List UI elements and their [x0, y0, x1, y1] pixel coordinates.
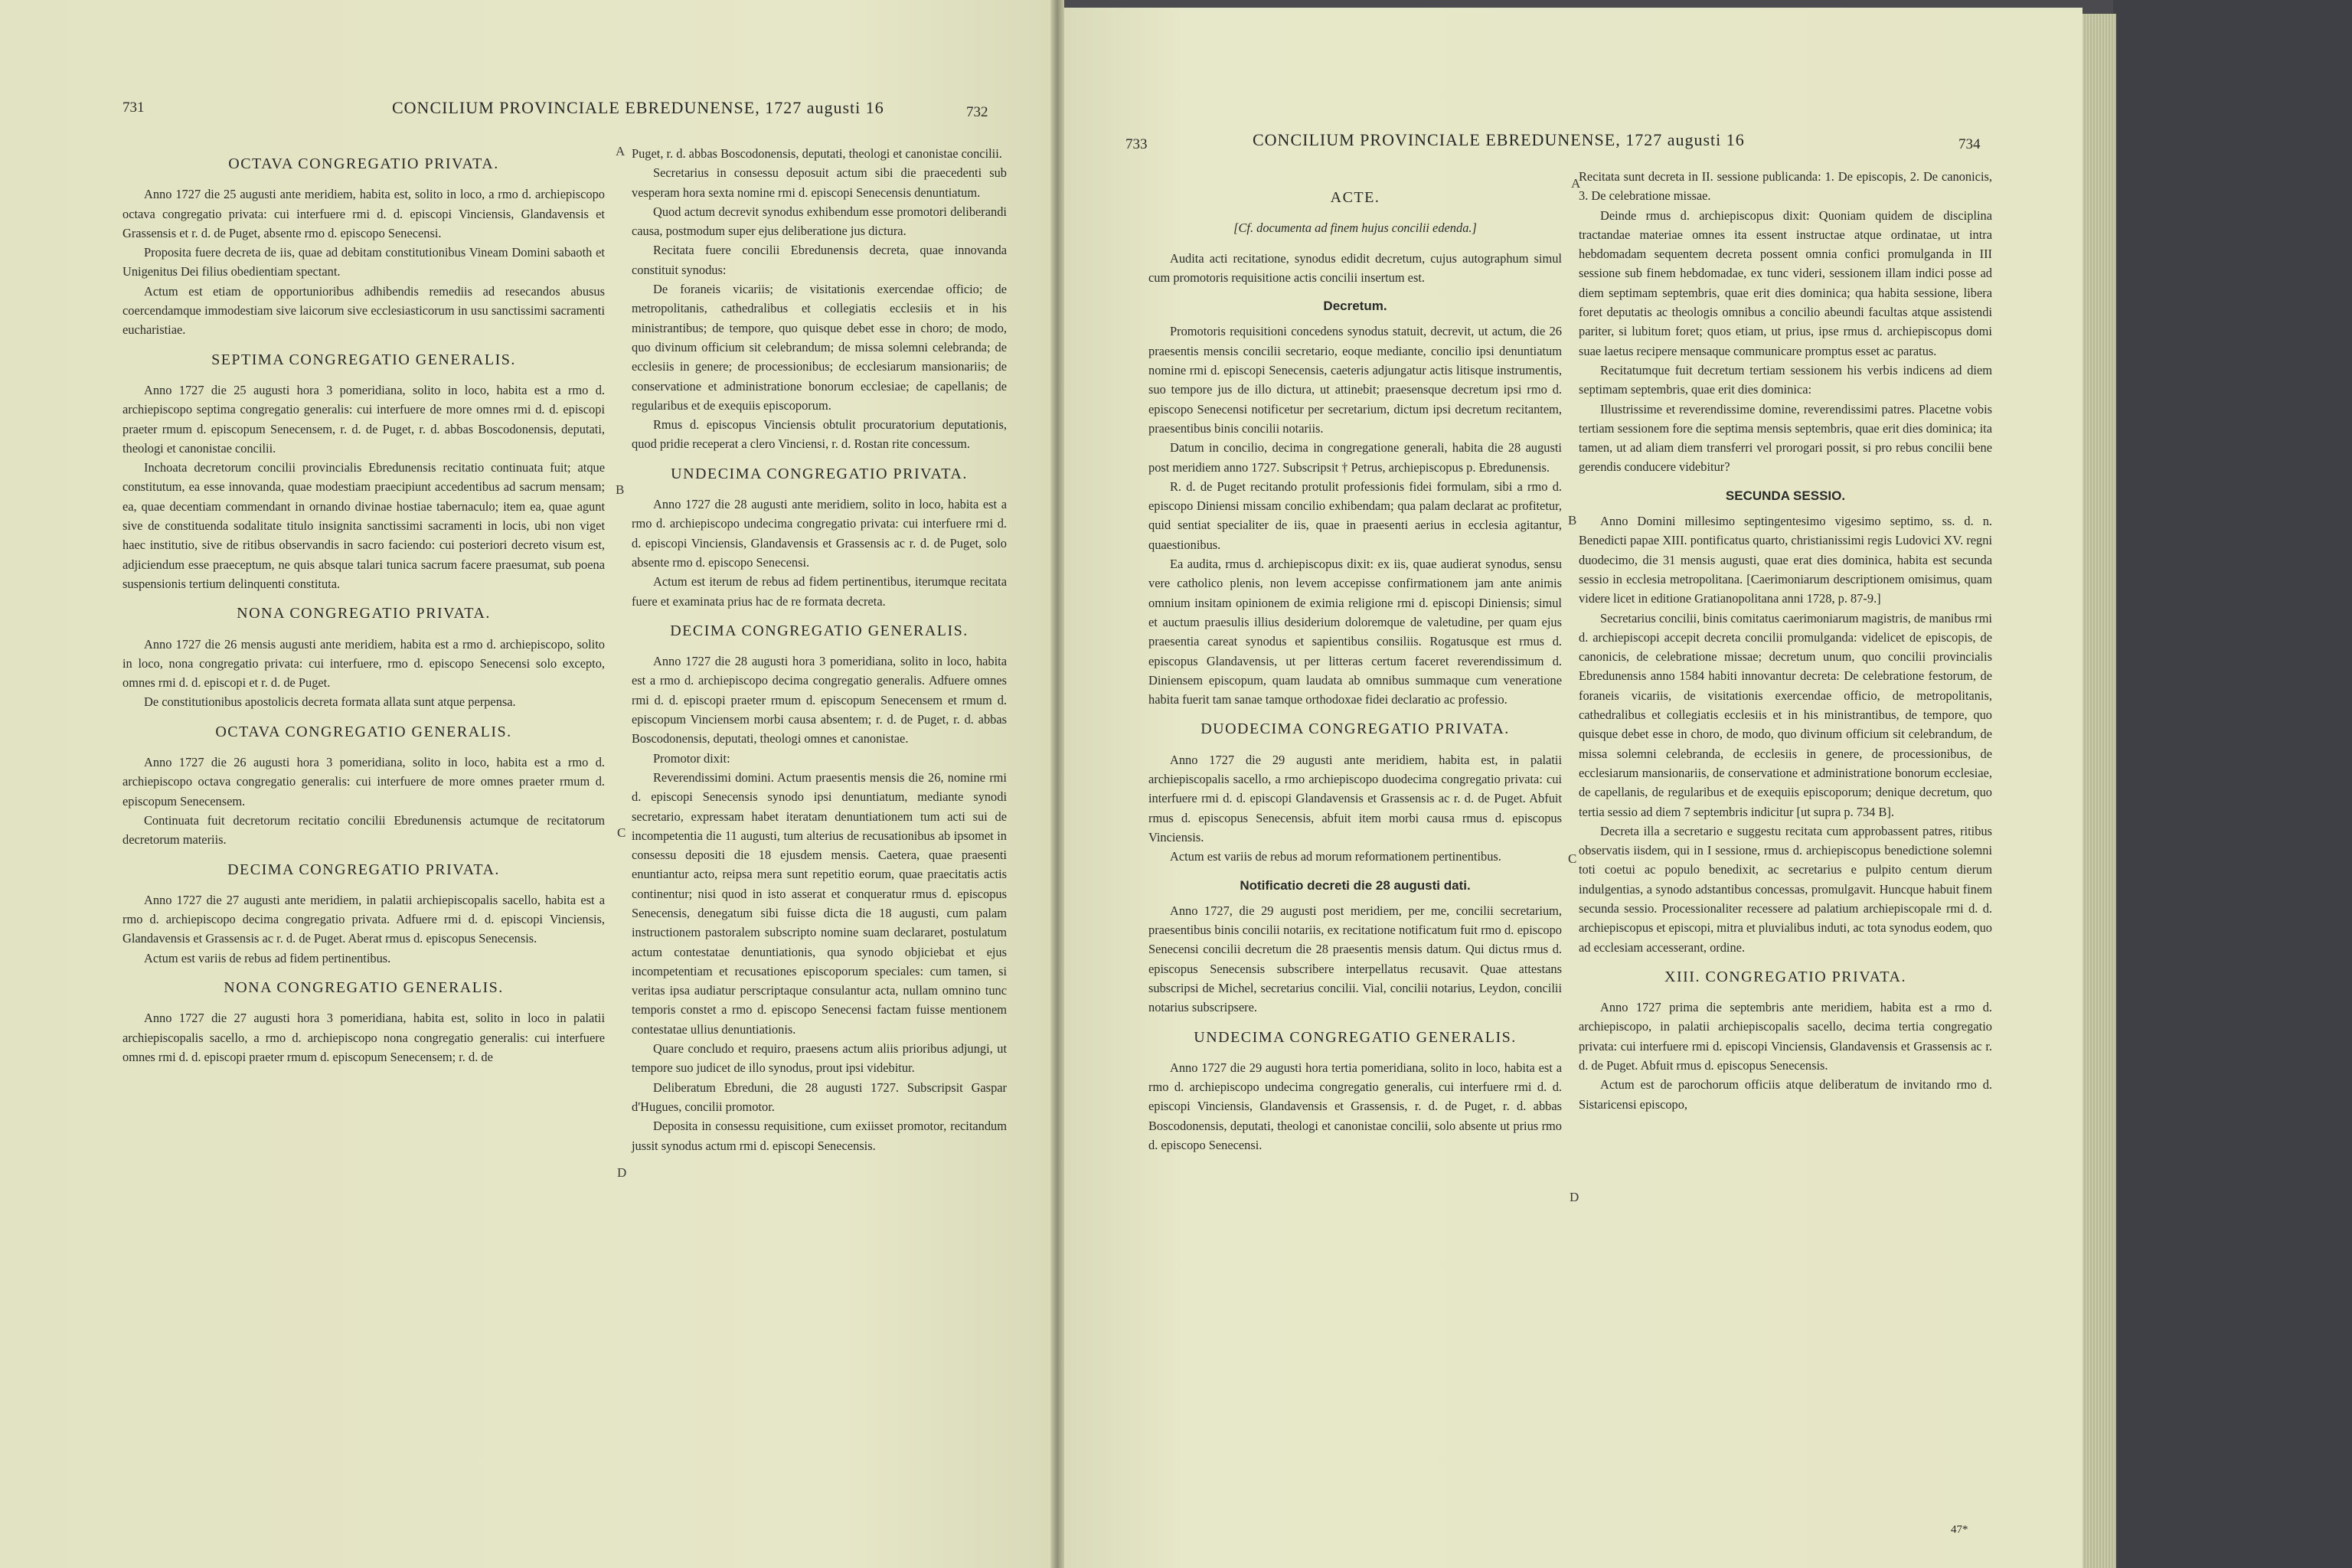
paragraph: Anno 1727 die 27 augusti ante meridiem, in palatii archiepiscopalis sacello, habita est a rmo d. archiepiscopo decima congregatio privata. Adfuere rmi d. d. episcopi Vinciensis, Glandavensis et Grassensis ac r. d. de Puget. Aberat rmus d. episcopus Senecensis.	[122, 892, 605, 946]
right-page-column-2	[1579, 167, 1992, 1114]
section-heading: NONA CONGREGATIO PRIVATA.	[237, 605, 491, 622]
paragraph: Actum est de parochorum officiis atque deliberatum de invitando rmo d. Sistaricensi episcopo,	[1579, 1077, 1992, 1112]
section-heading: OCTAVA CONGREGATIO GENERALIS.	[215, 723, 512, 740]
paragraph: Anno 1727 die 29 augusti hora tertia pomeridiana, solito in loco, habita est a rmo d. archiepiscopo undecima congregatio generalis, cui interfuere rmi d. d. episcopi Vinciensis, Glandavensis et Grassensis, r. d. de Puget, r. d. abbas Boscodonensis, deputati, theologi et canonistae concilii, solo absente ut prius rmo d. episcopo Senecensi.	[1148, 1060, 1562, 1153]
margin-letter-c-left: C	[617, 825, 626, 840]
paragraph: Actum est iterum de rebus ad fidem pertinentibus, iterumque recitata fuere et examinata prius hac de re formata decreta.	[632, 574, 1007, 609]
section-heading: XIII. CONGREGATIO PRIVATA.	[1664, 968, 1906, 985]
left-page	[0, 0, 1050, 1568]
subsection-heading: Notificatio decreti die 28 augusti dati.	[1240, 877, 1471, 893]
paragraph: Actum est etiam de opportunioribus adhibendis remediis ad resecandos abusus coercendamque immodestiam sive laicorum sive ecclesiasticorum in usu sanctissimi sacramenti eucharistiae.	[122, 283, 605, 338]
paragraph: Inchoata decretorum concilii provincialis Ebredunensis recitatio continuata fuit; atque constitutum, ea esse innovanda, quae modestiam praecipiunt accedentibus ad sacrum mensam; ea, quae decentiam commendant in ornando divinae hostiae tabernaculo; item ea, quae agunt sive de constituenda sodalitate titulo insignita sanctissimi sacramenti in locis, ubi non viget haec institutio, sive de ritibus observandis in sacro faciendo: cui posteriori decreto visum est, adjiciendum esse praeceptum, ne quis absque talari tunica sacrum facere praesumat, sub poena suspensionis tertium delinquenti constituta.	[122, 460, 605, 591]
continued-paragraph: Recitata sunt decreta in II. sessione publicanda: 1. De episcopis, 2. De canonicis, 3. De celebratione missae.	[1579, 169, 1992, 204]
paragraph: Actum est variis de rebus ad morum reformationem pertinentibus.	[1170, 849, 1501, 864]
paragraph: Deinde rmus d. archiepiscopus dixit: Quoniam quidem de disciplina tractandae materiae omnes ita essent instructae atque ordinatae, ut intra hebdomadam sequentem decreta possent omnia confici promulganda in III sessione sub finem hebdomadae, ex tunc videri, sessionem illam indici posse ad diem septimam septembris, quae erit dies dominica; qua habita sessione, libera foret deputatis ac theologis omnibus a concilio abeundi facultas atque assistendi pariter, si lubitum foret; quos etiam, ut prius, ipse rmus d. archiepiscopus domi suae laetus recipere mensaque communicare promptus esset ac paratus.	[1579, 207, 1992, 358]
paragraph: Anno 1727 die 26 augusti hora 3 pomeridiana, solito in loco, habita est a rmo d. archiepiscopo octava congregatio generalis: cui interfuere de more omnes praeter rmum d. episcopum Senecensem.	[122, 755, 605, 808]
page-number-733: 733	[1125, 136, 1148, 152]
paragraph: Anno 1727, die 29 augusti post meridiem, per me, concilii secretarium, praesentibus binis concilii notariis, ex recitatione notificatum fuit rmo d. episcopo Senecensi concilii decretum die 28 praesentis mensis datum. Qui dictus rmus d. episcopus Senecensis subscribere interpellatus recusavit. Quae attestans subscripsi de Michel, secretarius concilii. Vial, concilii notarius, Leydon, concilii notarius subscripsere.	[1148, 903, 1562, 1015]
paragraph: Quare concludo et requiro, praesens actum aliis prioribus adjungi, ut tempore suo judicet de illo synodus, prout ipsi videbitur.	[632, 1041, 1007, 1076]
margin-letter-a-right: A	[1571, 176, 1581, 191]
section-heading: DUODECIMA CONGREGATIO PRIVATA.	[1200, 720, 1510, 738]
paragraph: Anno 1727 die 27 augusti hora 3 pomeridiana, habita est, solito in loco in palatii archiepiscopalis sacello, a rmo d. archiepiscopo nona congregatio generalis: cui interfuere omnes rmi d. d. episcopi praeter rmum d. episcopum Senecensem; r. d. de	[122, 1011, 605, 1064]
subsection-heading: SECUNDA SESSIO.	[1725, 488, 1846, 503]
running-head-right: CONCILIUM PROVINCIALE EBREDUNENSE, 1727 augusti 16	[1253, 130, 1745, 149]
paragraph: R. d. de Puget recitando protulit professionis fidei formulam, sibi a rmo d. episcopo Diniensi missam concilio exhibendam; qua palam declarat ac profitetur, quid sentiat specialiter de iis, quae in praesenti aerius in ecclesia agitantur, quaestionibus.	[1148, 479, 1562, 552]
book-spine	[1050, 0, 1064, 1568]
paragraph: Anno Domini millesimo septingentesimo vigesimo septimo, ss. d. n. Benedicti papae XIII. pontificatus quarto, christianissimi regis Ludovici XV. regni duodecimo, die 31 mensis augusti, quae erat dies dominica, habita est secunda sessio in ecclesia metropolitana. [Caerimoniarum descriptionem omisimus, quam videre licet in editione Gratianopolitana anni 1728, p. 87-9.]	[1579, 514, 1992, 606]
paragraph: Decreta illa a secretario e suggestu recitata cum approbassent patres, ritibus observatis iisdem, qui in I sessione, rmus d. archiepiscopus benedictione solemni toti coetui ac populo benedixit, ac secretarius e pulpito centum dierum indulgentias, a synodo adstantibus concessas, promulgavit. Huncque habuit finem secunda sessio. Processionaliter recessere ad palatium archiepiscopale rmi d. d. archiepiscopus et episcopi, mitra et pluvialibus induti, ac tota synodus eodem, quo ad ecclesiam accesserant, ordine.	[1579, 823, 1992, 955]
margin-letter-d-right: D	[1570, 1190, 1579, 1204]
paragraph: Anno 1727 die 28 augusti ante meridiem, solito in loco, habita est a rmo d. archiepiscopo undecima congregatio privata: cui interfuere rmi d. d. episcopi Vinciensis, Glandavensis et Grassensis ac r. d. de Puget, solo absente rmo d. episcopo Senecensi.	[632, 497, 1007, 570]
section-heading: OCTAVA CONGREGATIO PRIVATA.	[228, 155, 499, 172]
paragraph: Anno 1727 die 25 augusti ante meridiem, habita est, solito in loco, a rmo d. archiepiscopo octava congregatio privata: cui interfuere rmi d. d. episcopi Vinciensis, Glandavensis et Grassensis et r. d. de Puget, absente rmo d. episcopo Senecensi.	[122, 187, 605, 240]
paragraph: Reverendissimi domini. Actum praesentis mensis die 26, nomine rmi d. episcopi Senecensis synodo ipsi denuntiatum, mediante synodi secretario, expressam habet iteratam denuntiationem tum acti sui de incompetentia die 11 augusti, tum alterius de recusationibus ab ipsomet in consessu depositi die 18 ejusdem mensis. Caetera, quae praesenti enuntiantur acto, reipsa mera sunt repetitio eorum, quae praecitatis actis continentur; nisi quod in isto asserat et conqueratur rmus d. episcopus Senecensis, denegatum sibi fuisse dicta die 18 augusti, cum palam instructionem pastoralem subscripto nomine suam declararet, postulatum actum contestatae denuntiationis, qua synodo objiciebat et ejus incompetentiam et recusationes episcoporum speciales: cum tamen, si veritas ipsa audiatur perscriptaque consulantur acta, nullam omnino tunc temporis constet a rmo d. episcopo Senecensi factam fuisse mentionem contestatae ullius denuntiationis.	[632, 769, 1007, 1037]
source-note: [Cf. documenta ad finem hujus concilii edenda.]	[1233, 220, 1477, 236]
paragraph: Promotor dixit:	[653, 750, 730, 766]
paragraph: Audita acti recitatione, synodus edidit decretum, cujus autographum simul cum promotoris requisitione actis concilii insertum est.	[1148, 250, 1562, 285]
paragraph: Recitatumque fuit decretum tertiam sessionem his verbis indicens ad diem septimam septembris, quae erit dies dominica:	[1579, 362, 1992, 397]
paragraph: Illustrissime et reverendissime domine, reverendissimi patres. Placetne vobis tertiam sessionem fore die septima mensis septembris, quae erit dies dominica; ita tamen, ut ad aliam diem transferri vel prorogari possit, si pro rebus concilii bene gerendis conducere videbitur?	[1579, 401, 1992, 475]
page-edges	[2082, 14, 2116, 1568]
paragraph: Datum in concilio, decima in congregatione generali, habita die 28 augusti post meridiem anno 1727. Subscripsit † Petrus, archiepiscopus p. Ebredunensis.	[1148, 440, 1562, 475]
page-number-731: 731	[122, 100, 145, 116]
continued-paragraph: Puget, r. d. abbas Boscodonensis, deputati, theologi et canonistae concilii.	[632, 146, 1002, 161]
paragraph: Actum est variis de rebus ad fidem pertinentibus.	[144, 950, 391, 965]
page-number-732: 732	[966, 104, 988, 120]
paragraph: Anno 1727 die 29 augusti ante meridiem, habita est, in palatii archiepiscopalis sacello, a rmo archiepiscopo duodecima congregatio privata: cui interfuere rmi d. d. episcopi Glandavensis et Grassensis ac r. d. de Puget. Abfuit rmus d. episcopus Senecensis, abfuit item morbi causa rmus d. episcopus Vinciensis.	[1148, 752, 1562, 844]
page-number-734: 734	[1958, 136, 1981, 152]
backdrop	[2113, 0, 2352, 1568]
paragraph: Deliberatum Ebreduni, die 28 augusti 1727. Subscripsit Gaspar d'Hugues, concilii promotor.	[632, 1080, 1007, 1114]
paragraph: Anno 1727 die 28 augusti hora 3 pomeridiana, solito in loco, habita est a rmo d. archiepiscopo decima congregatio generalis. Adfuere omnes rmi d. d. episcopi praeter rmum d. episcopum Senecensem et rmum d. episcopum Vinciensem morbi causa absentem; r. d. de Puget, r. d. abbas Boscodonensis, deputati, theologi omnes et canonistae.	[632, 654, 1007, 746]
margin-letter-d-left: D	[617, 1165, 627, 1180]
margin-letter-c-right: C	[1568, 851, 1577, 866]
right-page-column-1	[1148, 178, 1562, 1155]
paragraph: Recitata fuere concilii Ebredunensis decreta, quae innovanda constituit synodus:	[632, 243, 1007, 277]
paragraph: Secretarius in consessu deposuit actum sibi die praecedenti sub vesperam hora sexta nomine rmi d. episcopi Senecensis denuntiatum.	[632, 165, 1007, 200]
section-heading: ACTE.	[1330, 189, 1380, 206]
paragraph: Promotoris requisitioni concedens synodus statuit, decrevit, ut actum, die 26 praesentis mensis concilii secretario, eoque mediante, concilio ipsi denuntiatum nomine rmi d. episcopi Senecensis, caeteris adjungatur actis litisque instrumentis, suo tempore jus de illo dictura, ut attinebit; praesensque decretum ipsi rmo d. episcopo Senecensi notificetur per secretarium, dictum ipsi decretum recitantem, praesentibus binis concilii notariis.	[1148, 324, 1562, 436]
section-heading: DECIMA CONGREGATIO GENERALIS.	[670, 622, 969, 639]
signature-mark: 47*	[1951, 1524, 1968, 1536]
paragraph: Quod actum decrevit synodus exhibendum esse promotori deliberandi causa, postmodum super ejus deliberatione jus dictura.	[632, 204, 1007, 239]
subsection-heading: Decretum.	[1323, 299, 1387, 314]
margin-letter-b-left: B	[616, 482, 625, 497]
paragraph: Anno 1727 prima die septembris ante meridiem, habita est a rmo d. archiepiscopo, in palatii archiepiscopalis sacello, decima tertia congregatio privata: cui interfuere rmi d. episcopi Vinciensis, Glandavensis et Grassensis ac r. d. de Puget. Abfuit rmus d. episcopus Senecensis.	[1579, 1000, 1992, 1073]
section-heading: UNDECIMA CONGREGATIO PRIVATA.	[671, 465, 968, 482]
paragraph: Rmus d. episcopus Vinciensis obtulit procuratorium deputationis, quod pridie receperat a clero Vinciensi, r. d. Rostan rite concessum.	[632, 417, 1007, 452]
paragraph: Deposita in consessu requisitione, cum exiisset promotor, recitandum jussit synodus actum rmi d. episcopi Senecensis.	[632, 1119, 1007, 1153]
paragraph: Anno 1727 die 25 augusti hora 3 pomeridiana, solito in loco, habita est a rmo d. archiepiscopo septima congregatio generalis: cui interfuere de more omnes rmi d. d. episcopi praeter rmum d. episcopum Senecensem, r. d. de Puget, r. d. abbas Boscodonensis, deputati, theologi et canonistae concilii.	[122, 382, 605, 456]
section-heading: SEPTIMA CONGREGATIO GENERALIS.	[211, 351, 516, 368]
left-page-column-2	[632, 144, 1007, 1155]
section-heading: NONA CONGREGATIO GENERALIS.	[224, 978, 504, 996]
paragraph: De foraneis vicariis; de visitationis exercendae officio; de metropolitanis, cathedralibus et collegiatis ecclesiis et in his ministrantibus; de tempore, quo quisque debet esse in choro; de modo, quo divinum officium sit celebrandum; de missa solemni celebranda; de ecclesiis in genere; de processionibus; de ecclesiarum mansionariis; de conservatione et administratione bonorum ecclesiae; de capellanis; de regularibus et de exequiis episcoporum.	[632, 282, 1007, 413]
left-page-column-1	[122, 144, 605, 1067]
running-head-left: CONCILIUM PROVINCIALE EBREDUNENSE, 1727 augusti 16	[392, 98, 884, 117]
margin-letter-b-right: B	[1568, 513, 1577, 528]
paragraph: Proposita fuere decreta de iis, quae ad debitam constitutionibus Vineam Domini sabaoth et Unigenitus Dei filius obedientiam spectant.	[122, 245, 605, 279]
section-heading: DECIMA CONGREGATIO PRIVATA.	[227, 861, 500, 878]
paragraph: Anno 1727 die 26 mensis augusti ante meridiem, habita est a rmo d. archiepiscopo, solito in loco, nona congregatio privata: cui interfuere, rmo d. episcopo Senecensi solo excepto, omnes rmi d. d. episcopi et r. d. de Puget.	[122, 636, 605, 691]
paragraph: Ea audita, rmus d. archiepiscopus dixit: ex iis, quae audierat synodus, sensu vere catholico plenis, non levem accepisse confirmationem jam ante animis omnium insitam opinionem de eximia religione rmi d. episcopi Diniensis; simul et auctum praesulis illius desiderium doloremque de valetudine, per quam ejus praesentia careat synodus et sapientibus consiliis. Rogatusque est rmus d. episcopus Glandavensis, ut per litteras certum faceret reverendissimum d. Diniensem episcopum, quam laudata ab omnibus summaque cum veneratione habita fuerit tam sanae tamque orthodoxae fidei declaratio ac professio.	[1148, 557, 1562, 707]
margin-letter-a-left: A	[616, 144, 626, 158]
paragraph: Continuata fuit decretorum recitatio concilii Ebredunensis actumque de recitatorum decretorum materiis.	[122, 812, 605, 848]
section-heading: UNDECIMA CONGREGATIO GENERALIS.	[1194, 1028, 1517, 1046]
paragraph: De constitutionibus apostolicis decreta formata allata sunt atque perpensa.	[144, 694, 516, 710]
right-page	[1064, 8, 2082, 1568]
paragraph: Secretarius concilii, binis comitatus caerimoniarum magistris, de manibus rmi d. archiepiscopi accepit decreta concilii promulganda: videlicet de episcopis, de canonicis, de celebratione missae; decretum unum, quo concilii provincialis Ebredunensis anno 1584 habiti innovantur decreta: De celebratione festorum, de foraneis vicariis, de visitationis exercendae officio, de metropolitanis, cathedralibus et collegiatis ecclesiis et in his ministrantibus, de tempore, quo quisque debet esse in choro, de modo, quo divinum officium sit celebrandum, de missa solemni celebranda, de ecclesiis in genere, de processionibus, de ecclesiarum mansionariis, de conservatione et administratione bonorum ecclesiae, de capellanis, de regularibus et de exequiis episcoporum; denique decretum, quo tertia sessio ad diem 7 septembris indicitur [ut supra p. 734 B].	[1579, 610, 1992, 819]
